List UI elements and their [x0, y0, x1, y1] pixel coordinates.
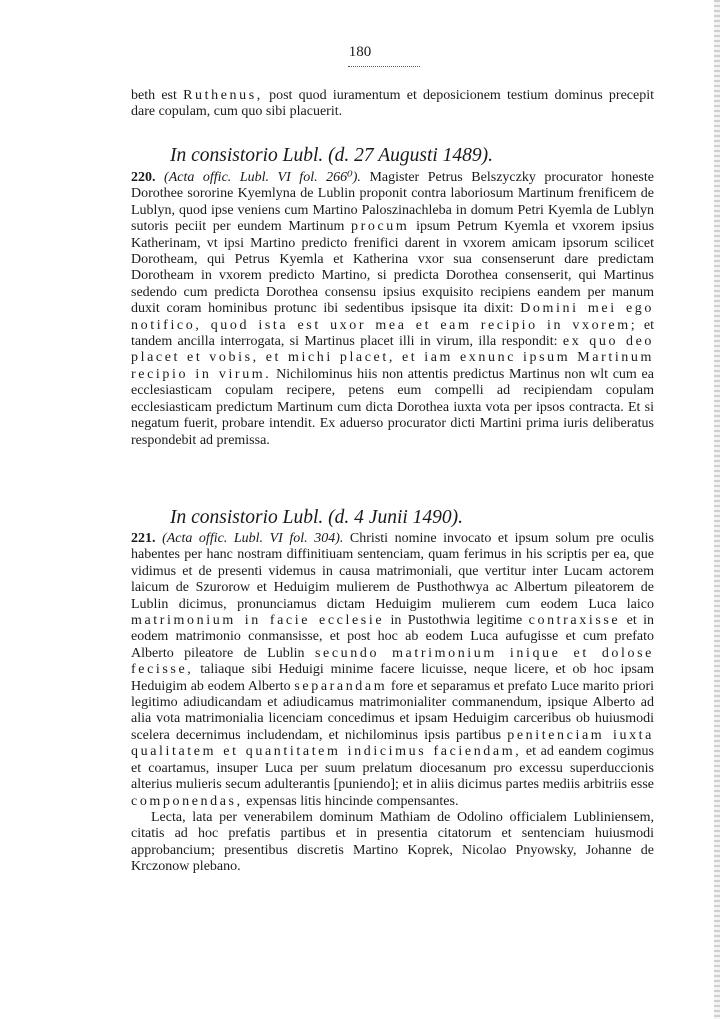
entry-number: 221. [131, 531, 156, 546]
continued-paragraph [131, 88, 654, 121]
text-run: beth est [131, 88, 184, 103]
source-reference: (Acta offic. Lubl. VI fol. 304). [162, 531, 344, 546]
text-run: et tandem ancilla interrogata, si Martinus placet illi in virum, illa respondit: [131, 317, 654, 350]
spaced-text: matrimonium in facie ecclesie [131, 613, 385, 629]
page-number: 180 [348, 44, 372, 60]
text-run: et in eodem matrimonio conmansisse, et post hoc ab eodem Luca aufugisse et cum prefato Alberto pileatore de Lublin [131, 613, 655, 661]
text-run: ipsum Petrum Kyemla et vxorem ipsius Katherinam, vt ipsi Martino predicto frenifici darent in vxorem amicam ipsorum scilicet Dorotheam, qui Petrus Kyemla et Katherina vxor sua consenserunt dare predictam Dorotheam in vxorem predicto Martino, si predicta Dorothea consenserit, qui Martinus sedendo cum predicta Dorothea consensu ipsius exquisito recipiens eandem per manum duxit coram hominibus protunc ibi sedentibus ipsisque ita dixit: [131, 219, 655, 317]
spaced-text: procum [351, 219, 410, 235]
page-number-rule [348, 66, 420, 67]
text-run: fore et separamus et prefato Luce marito priori legitimo adiudicandam et adiudicamus matrimonialiter commanendum, ipsique Alberto ad alia vota matrimonialia licenciam concedimus et ipsam Heduigim carceribus ob huiusmodi scelera decernimus includendam, et nichilominus ipsis partibus [131, 678, 654, 743]
entry-number: 220. [131, 170, 156, 185]
spaced-text: penitenciam iuxta qualitatem et quantitatem indicimus faciendam, [131, 727, 654, 760]
section-heading-2: In consistorio Lubl. (d. 4 Junii 1490). [170, 507, 464, 528]
text-run: Nichilominus hiis non attentis predictus Martinus non wlt cum ea ecclesiasticam copulam recipere, petens eum compelli ad recipiendam copulam ecclesiasticam predictum Martinum cum dicta Dorothea iuxta vota per ipsos contracta. Et si negatum fuerit, probare intendit. Ex aduerso procurator dicti Martini prima iuris deliberatus respondebit ad premissa. [131, 366, 654, 448]
closing-paragraph: Lecta, lata per venerabilem dominum Mathiam de Odolino officialem Lubliniensem, citatis ad hoc prefatis partibus et in presentia citatorum et sentenciam huiusmodi approbancium; presentibus discretis Martino Koprek, Nicolao Pnyowsky, Johanne de Krczonow plebano. [131, 809, 654, 875]
entry-220 [131, 170, 654, 449]
spaced-text: contraxisse [528, 613, 621, 629]
spaced-text: separandam [294, 678, 388, 694]
spaced-text: secundo matrimonium inique et dolose fecisse, [131, 645, 654, 678]
spaced-text: componendas, [131, 793, 243, 809]
scan-edge [714, 0, 720, 1019]
source-reference: (Acta offic. Lubl. VI fol. 266⁰). [164, 170, 361, 185]
spaced-text: Ruthenus, [183, 88, 263, 103]
spaced-text: ex quo deo placet et vobis, et michi placet, et iam exnunc ipsum Martinum recipio in virum. [131, 334, 654, 382]
text-run: expensas litis hincinde compensantes. [242, 793, 459, 809]
section-heading-1: In consistorio Lubl. (d. 27 Augusti 1489). [170, 145, 494, 166]
text-run: et ad eandem cogimus et coartamus, insuper Luca per suum prelatum diocesanum pro excessu superduccionis alterius mulieris secum adulterantis [puniendo]; et in aliis dicimus partes mediis arbitriis esse [131, 744, 655, 793]
text-run: in Pustothwia legitime [384, 613, 529, 629]
text-run: post quod iuramentum et deposicionem testium dominus precepit dare copulam, cum quo sibi placuerit. [131, 88, 654, 120]
entry-221 [131, 531, 654, 876]
text-run: taliaque sibi Heduigi minime facere licuisse, neque licere, et ob hoc ipsam Heduigim ab eodem Alberto [131, 662, 654, 694]
spaced-text: Domini mei ego notifico, quod ista est uxor mea et eam recipio in vxorem; [131, 301, 654, 333]
text-run: Christi nomine invocato et ipsum solum pre oculis habentes per hanc nostram diffinitiuam sentenciam, quam ferimus in his scriptis per ea, que vidimus et de presenti videmus in causa matrimoniali, que vertitur inter Lucam actorem laicum de Szurorow et Heduigim mulierem de Pusthothwya ac Albertum pileatorem de Lublin dicimus, pronunciamus dictam Heduigim mulierem cum eodem Luca laico [131, 531, 655, 612]
text-run: Magister Petrus Belszyczky procurator honeste Dorothee sororine Kyemlyna de Lublin proponit contra laboriosum Martinum frenificem de Lublyn, quod ipse veniens cum Martino Paloszinachleba in domum Petri Kyemla de Lublyn sutoris peciit per eundem Martinum [131, 170, 654, 235]
